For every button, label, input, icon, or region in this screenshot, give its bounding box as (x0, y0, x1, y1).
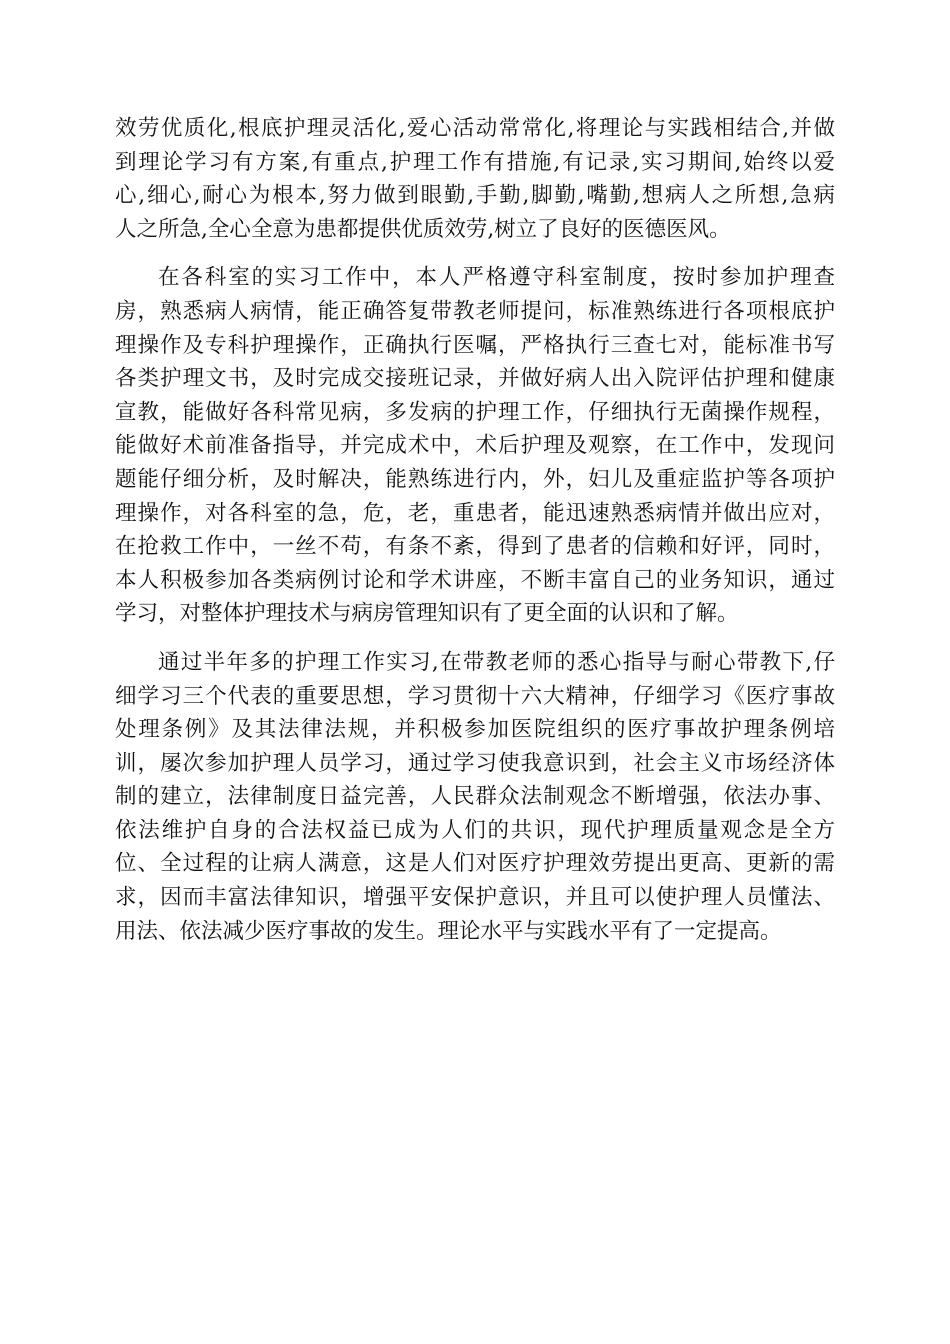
body-text (115, 112, 835, 948)
text-line: 学习，对整体护理技术与病房管理知识有了更全面的认识和了解。 (115, 601, 739, 627)
paragraph-1 (115, 112, 835, 246)
text-line: 在各科室的实习工作中，本人严格遵守科室制度，按时参加护理查 (158, 265, 835, 291)
text-line: 依法维护自身的合法权益已成为人们的共识，现代护理质量观念是全方 (115, 817, 835, 843)
text-line: 通过半年多的护理工作实习,在带教老师的悉心指导与耐心带教下,仔 (158, 649, 835, 675)
text-line: 训，屡次参加护理人员学习，通过学习使我意识到，社会主义市场经济体 (115, 750, 835, 776)
text-line: 能做好术前准备指导，并完成术中，术后护理及观察，在工作中，发现问 (115, 433, 835, 459)
text-line: 制的建立，法律制度日益完善，人民群众法制观念不断增强，依法办事、 (115, 784, 835, 810)
text-line: 本人积极参加各类病例讨论和学术讲座，不断丰富自己的业务知识，通过 (115, 567, 835, 593)
text-line: 处理条例》及其法律法规，并积极参加医院组织的医疗事故护理条例培 (115, 717, 835, 743)
paragraph-2 (115, 261, 835, 631)
text-line: 在抢救工作中，一丝不苟，有条不紊，得到了患者的信赖和好评，同时， (115, 534, 835, 560)
text-line: 宣教，能做好各科常见病，多发病的护理工作，仔细执行无菌操作规程， (115, 399, 835, 425)
paragraph-spacer (115, 246, 835, 261)
text-line: 理操作，对各科室的急，危，老，重患者，能迅速熟悉病情并做出应对， (115, 500, 835, 526)
text-line: 房，熟悉病人病情，能正确答复带教老师提问，标准熟练进行各项根底护 (115, 298, 835, 324)
text-line: 位、全过程的让病人满意，这是人们对医疗护理效劳提出更高、更新的需 (115, 851, 835, 877)
paragraph-spacer (115, 631, 835, 646)
text-line: 各类护理文书，及时完成交接班记录，并做好病人出入院评估护理和健康 (115, 366, 835, 392)
text-line: 细学习三个代表的重要思想，学习贯彻十六大精神，仔细学习《医疗事故 (115, 683, 835, 709)
text-line: 题能仔细分析，及时解决，能熟练进行内，外，妇儿及重症监护等各项护 (115, 466, 835, 492)
text-line: 求，因而丰富法律知识，增强平安保护意识，并且可以使护理人员懂法、 (115, 885, 835, 911)
text-line: 人之所急,全心全意为患都提供优质效劳,树立了良好的医德医风。 (115, 216, 731, 242)
text-line: 效劳优质化,根底护理灵活化,爱心活动常常化,将理论与实践相结合,并做 (115, 116, 835, 141)
paragraph-3 (115, 646, 835, 948)
text-line: 到理论学习有方案,有重点,护理工作有措施,有记录,实习期间,始终以爱 (115, 149, 835, 175)
text-line: 理操作及专科护理操作，正确执行医嘱，严格执行三查七对，能标准书写 (115, 332, 835, 358)
text-line: 用法、依法减少医疗事故的发生。理论水平与实践水平有了一定提高。 (115, 918, 782, 944)
text-line: 心,细心,耐心为根本,努力做到眼勤,手勤,脚勤,嘴勤,想病人之所想,急病 (115, 183, 835, 209)
